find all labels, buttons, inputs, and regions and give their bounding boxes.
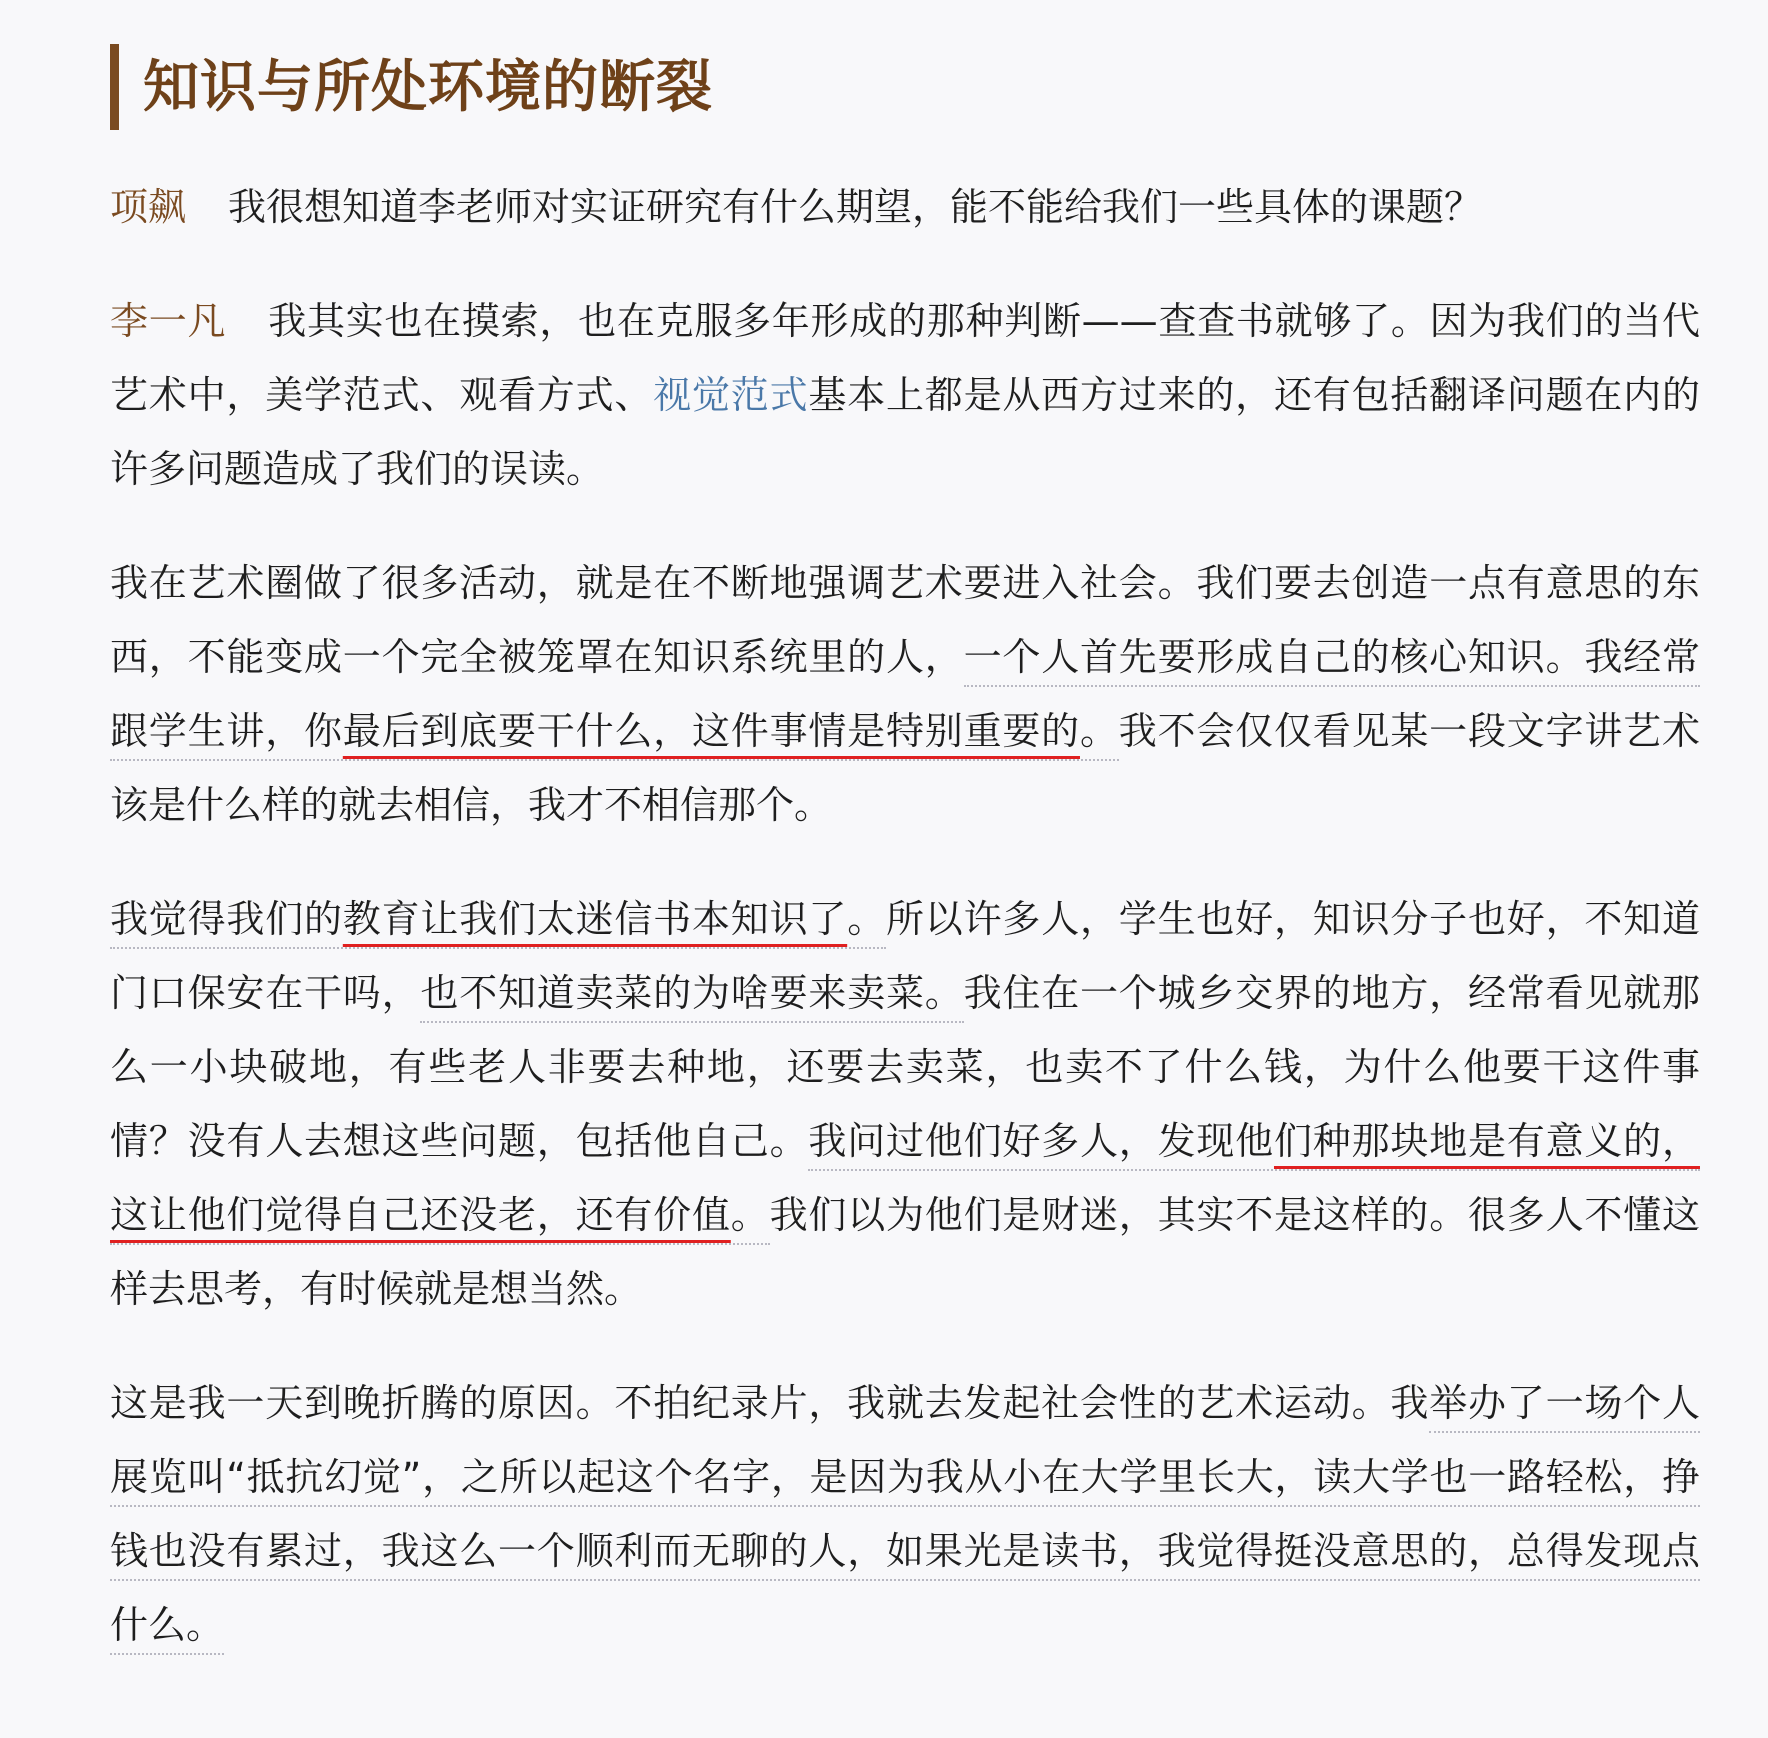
section-heading: 知识与所处环境的断裂 xyxy=(110,44,1700,130)
highlight-text: 。 xyxy=(1079,709,1119,753)
answer-paragraph xyxy=(110,284,1700,506)
red-underlined-text: 们种那块地是有意义的，这让他们觉得自己还没老，还有价值 xyxy=(110,1119,1700,1237)
speaker-name: 项飙 xyxy=(110,185,187,229)
body-text: 这是我一天到晚折腾的原因。不拍纪录片，我就去发起社会性的艺术运动。我 xyxy=(110,1381,1430,1425)
highlight-text: 一个人首先要形成自己的核心知识。我经常跟学生讲，你 xyxy=(110,635,1700,753)
body-text: 我不会仅仅看见某一段文字讲艺术该是什么样的就去相信，我才不相信那个。 xyxy=(110,709,1700,827)
answer-text-continued: 基本上都是从西方过来的，还有包括翻译问题在内的许多问题造成了我们的误读。 xyxy=(110,373,1700,491)
article xyxy=(110,0,1700,1662)
red-underlined-text: 教育让我们太迷信书本知识了 xyxy=(342,897,848,941)
highlighted-passage[interactable]: 举办了一场个人展览叫“抵抗幻觉”，之所以起这个名字，是因为我从小在大学里长大，读大学也一路轻松，挣钱也没有累过，我这么一个顺利而无聊的人，如果光是读书，我觉得挺没意思的，总得发现点什么。 xyxy=(110,1381,1700,1655)
body-paragraph xyxy=(110,546,1700,842)
highlight-text: 我问过他们好多人，发现他 xyxy=(808,1119,1274,1163)
body-paragraph xyxy=(110,882,1700,1326)
body-text: 我们以为他们是财迷，其实不是这样的。很多人不懂这样去思考，有时候就是想当然。 xyxy=(110,1193,1700,1311)
answer-text: 我其实也在摸索，也在克服多年形成的那种判断——查查书就够了。因为我们的当代艺术中，美学范式、观看方式、 xyxy=(110,299,1700,417)
highlight-text: 。 xyxy=(730,1193,770,1237)
highlighted-passage[interactable]: 也不知道卖菜的为啥要来卖菜。 xyxy=(420,971,963,1023)
visual-paradigm-link[interactable]: 视觉范式 xyxy=(653,373,809,417)
body-text: 我在艺术圈做了很多活动，就是在不断地强调艺术要进入社会。我们要去创造一点有意思的东西，不能变成一个完全被笼罩在知识系统里的人， xyxy=(110,561,1700,679)
highlight-text: 。 xyxy=(847,897,886,941)
body-text: 所以许多人，学生也好，知识分子也好，不知道门口保安在干吗， xyxy=(110,897,1700,1015)
highlight-text: 我觉得我们的 xyxy=(110,897,343,941)
red-underlined-text: 最后到底要干什么，这件事情是特别重要的 xyxy=(342,709,1080,753)
body-paragraph xyxy=(110,1366,1700,1662)
speaker-name: 李一凡 xyxy=(110,299,227,343)
body-text: 我住在一个城乡交界的地方，经常看见就那么一小块破地，有些老人非要去种地，还要去卖菜，也卖不了什么钱，为什么他要干这件事情？没有人去想这些问题，包括他自己。 xyxy=(110,971,1700,1163)
question-paragraph xyxy=(110,170,1700,244)
highlighted-passage[interactable] xyxy=(110,897,886,949)
question-text: 我很想知道李老师对实证研究有什么期望，能不能给我们一些具体的课题？ xyxy=(228,185,1483,229)
